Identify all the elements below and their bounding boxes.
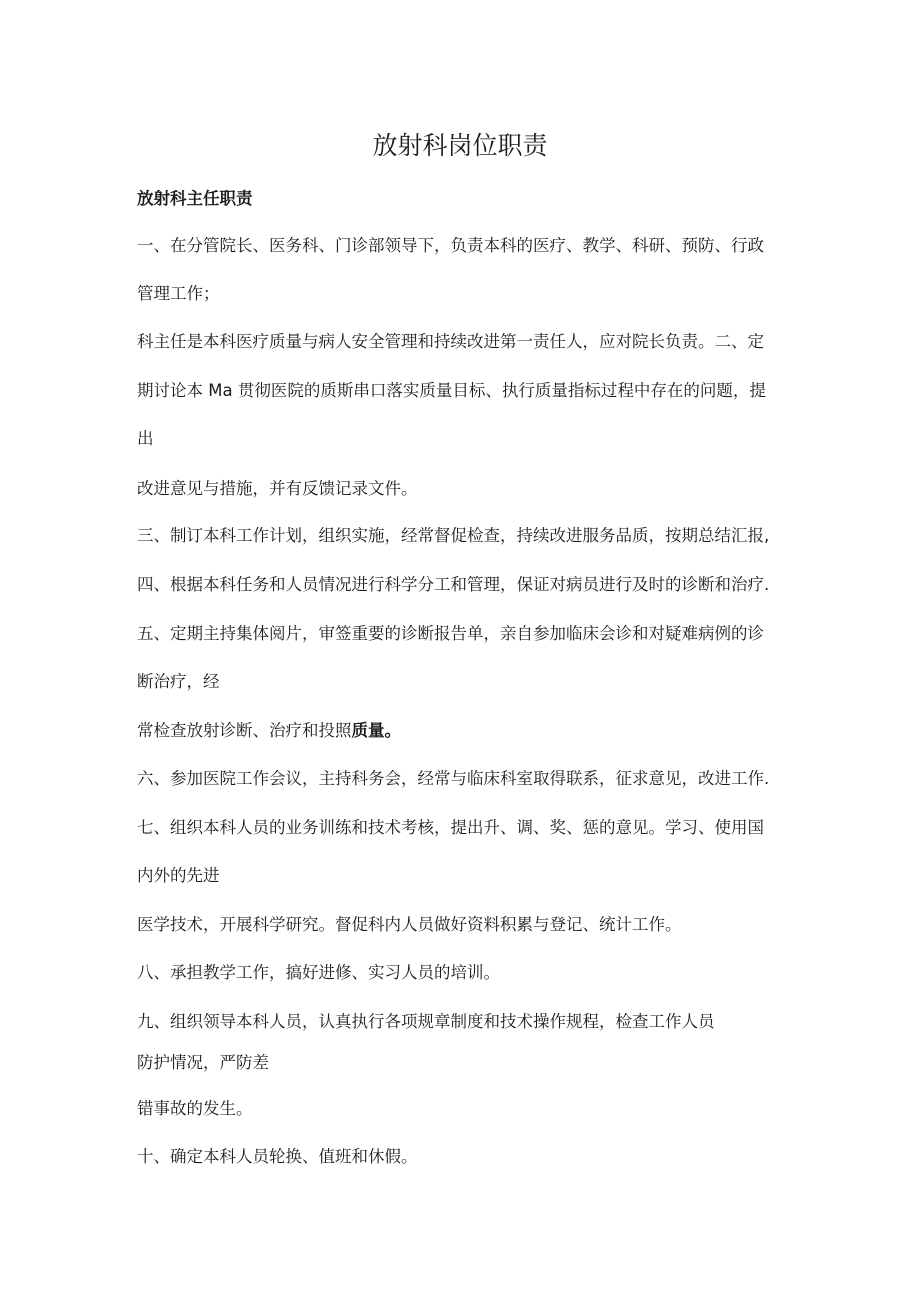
body-line: 一、在分管院长、医务科、门诊部领导下，负责本科的医疗、教学、科研、预防、行政 xyxy=(137,236,764,255)
body-line: 六、参加医院工作会议，主持科务会，经常与临床科室取得联系，征求意见，改进工作. xyxy=(137,769,770,788)
body-line: 科主任是本科医疗质量与病人安全管理和持续改进第一责任人，应对院长负责。二、定 xyxy=(137,332,764,351)
body-line: 四、根据本科任务和人员情况进行科学分工和管理，保证对病员进行及时的诊断和治疗. xyxy=(137,575,770,594)
body-line: 出 xyxy=(137,429,154,448)
body-line: 八、承担教学工作，搞好进修、实习人员的培训。 xyxy=(137,963,500,982)
body-line-text: 常检查放射诊断、治疗和投照 xyxy=(137,721,352,740)
body-line: 管理工作； xyxy=(137,284,220,303)
body-line: 三、制订本科工作计划，组织实施，经常督促检查，持续改进服务品质，按期总结汇报, xyxy=(137,526,770,545)
body-line: 防护情况，严防差 xyxy=(137,1053,269,1072)
body-line: 断治疗，经 xyxy=(137,672,220,691)
body-line: 十、确定本科人员轮换、值班和休假。 xyxy=(137,1147,418,1166)
document-title: 放射科岗位职责 xyxy=(372,131,548,160)
body-line-with-bold-tail xyxy=(137,719,797,743)
body-line: 改进意见与措施，并有反馈记录文件。 xyxy=(137,479,418,498)
body-line: 期讨论本 Ma 贯彻医院的质斯串口落实质量目标、执行质量指标过程中存在的问题，提 xyxy=(137,381,766,400)
section-heading: 放射科主任职责 xyxy=(137,189,253,208)
bold-text: 质量。 xyxy=(351,721,401,740)
body-line: 错事故的发生。 xyxy=(137,1099,253,1118)
body-line: 医学技术，开展科学研究。督促科内人员做好资料积累与登记、统计工作。 xyxy=(137,915,682,934)
body-line: 内外的先进 xyxy=(137,866,220,885)
body-line: 五、定期主持集体阅片，审签重要的诊断报告单，亲自参加临床会诊和对疑难病例的诊 xyxy=(137,624,764,643)
body-line: 九、组织领导本科人员，认真执行各项规章制度和技术操作规程，检查工作人员 xyxy=(137,1012,715,1031)
body-line: 七、组织本科人员的业务训练和技术考核，提出升、调、奖、惩的意见。学习、使用国 xyxy=(137,818,764,837)
